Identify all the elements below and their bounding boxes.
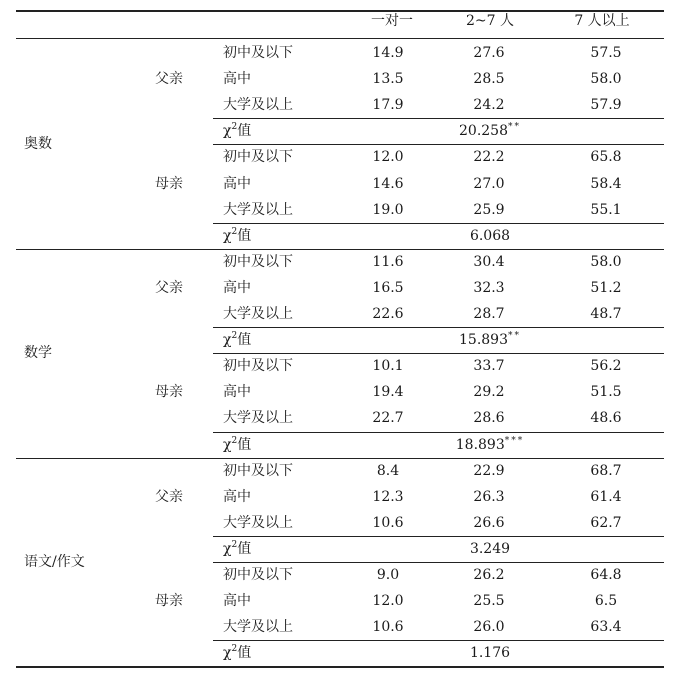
chi-superscript: 2 — [231, 539, 238, 550]
value-7-plus-people: 48.6 — [590, 410, 622, 427]
parent-label: 父亲 — [155, 71, 183, 88]
parent-label: 母亲 — [155, 593, 183, 610]
table-top-rule — [16, 10, 664, 12]
value-one-on-one: 8.4 — [376, 462, 400, 479]
value-2-7-people: 27.0 — [473, 175, 505, 192]
value-one-on-one: 14.9 — [372, 45, 404, 61]
chi-superscript: 2 — [231, 331, 238, 342]
chi-symbol: χ — [223, 436, 232, 453]
value-one-on-one: 13.5 — [372, 71, 404, 88]
value-one-on-one: 10.6 — [372, 619, 404, 636]
significance-stars: ** — [508, 122, 521, 133]
chi-superscript: 2 — [231, 226, 238, 237]
value-7-plus-people: 62.7 — [590, 514, 622, 531]
education-level-label: 高中 — [223, 488, 251, 505]
chi-square-value — [459, 122, 521, 140]
value-7-plus-people: 63.4 — [590, 619, 622, 636]
value-2-7-people: 24.2 — [473, 97, 505, 114]
value-2-7-people: 26.2 — [473, 567, 505, 583]
value-one-on-one: 22.6 — [372, 306, 404, 322]
chi-superscript: 2 — [231, 644, 238, 655]
education-level-label: 大学及以上 — [223, 514, 293, 531]
value-7-plus-people: 65.8 — [590, 149, 622, 166]
value-one-on-one: 22.7 — [372, 410, 404, 427]
parent-label: 父亲 — [155, 488, 183, 505]
value-7-plus-people: 57.9 — [590, 97, 622, 114]
value-7-plus-people: 64.8 — [590, 567, 622, 583]
education-level-label: 大学及以上 — [223, 619, 293, 636]
education-level-label: 初中及以下 — [223, 253, 293, 270]
value-one-on-one: 16.5 — [372, 279, 404, 296]
chi-symbol: χ — [223, 645, 232, 662]
group-rule — [213, 562, 664, 563]
value-7-plus-people: 56.2 — [590, 358, 622, 375]
chi-square-number: 20.258 — [459, 123, 508, 140]
chi-square-number: 15.893 — [459, 332, 508, 349]
value-2-7-people: 22.9 — [473, 462, 505, 479]
education-level-label: 高中 — [223, 279, 251, 296]
chi-row-rule — [213, 118, 664, 119]
chi-square-label — [223, 122, 251, 140]
chi-square-number: 18.893 — [455, 436, 505, 453]
value-2-7-people: 26.3 — [473, 488, 505, 505]
chi-row-rule — [213, 223, 664, 224]
value-one-on-one: 12.0 — [372, 149, 404, 166]
value-7-plus-people: 58.4 — [590, 175, 622, 192]
subject-label: 语文/作文 — [24, 554, 85, 570]
value-7-plus-people: 58.0 — [590, 253, 622, 270]
value-7-plus-people: 48.7 — [590, 306, 622, 322]
education-level-label: 初中及以下 — [223, 462, 293, 479]
table-bottom-rule — [16, 666, 664, 668]
value-2-7-people: 22.2 — [473, 149, 505, 166]
chi-square-label — [223, 227, 251, 245]
parent-label: 母亲 — [155, 384, 183, 401]
chi-suffix: 值 — [237, 123, 252, 140]
group-rule — [213, 144, 664, 145]
education-level-label: 大学及以上 — [223, 306, 293, 322]
chi-superscript: 2 — [231, 122, 238, 133]
subject-label: 数学 — [24, 345, 52, 362]
value-2-7-people: 30.4 — [473, 253, 505, 270]
chi-square-label — [223, 436, 251, 454]
chi-row-rule — [213, 432, 664, 433]
significance-stars: ** — [508, 331, 521, 342]
value-7-plus-people: 57.5 — [590, 45, 622, 61]
value-one-on-one: 12.3 — [372, 488, 404, 505]
education-level-label: 初中及以下 — [223, 358, 293, 375]
group-rule — [213, 353, 664, 354]
chi-symbol: χ — [223, 332, 232, 349]
chi-suffix: 值 — [237, 227, 252, 244]
chi-row-rule — [213, 640, 664, 641]
education-level-label: 初中及以下 — [223, 567, 293, 583]
value-one-on-one: 14.6 — [372, 175, 404, 192]
value-2-7-people: 28.6 — [473, 410, 505, 427]
education-level-label: 初中及以下 — [223, 45, 293, 61]
value-one-on-one: 10.1 — [372, 358, 404, 375]
parent-label: 母亲 — [155, 175, 183, 192]
education-level-label: 大学及以上 — [223, 97, 293, 114]
value-one-on-one: 19.4 — [372, 384, 404, 401]
chi-square-value — [470, 540, 510, 558]
value-7-plus-people: 61.4 — [590, 488, 622, 505]
chi-suffix: 值 — [237, 436, 252, 453]
value-one-on-one: 12.0 — [372, 593, 404, 610]
subject-rule — [16, 458, 664, 459]
value-2-7-people: 28.7 — [473, 306, 505, 322]
value-2-7-people: 26.0 — [473, 619, 505, 636]
value-2-7-people: 25.5 — [473, 593, 505, 610]
education-level-label: 高中 — [223, 593, 251, 610]
education-level-label: 大学及以上 — [223, 201, 293, 218]
chi-symbol: χ — [223, 540, 232, 557]
value-7-plus-people: 6.5 — [594, 593, 618, 610]
value-2-7-people: 32.3 — [473, 279, 505, 296]
value-2-7-people: 29.2 — [473, 384, 505, 401]
education-level-label: 高中 — [223, 71, 251, 88]
chi-square-value — [470, 644, 510, 662]
chi-square-value — [470, 227, 510, 245]
header-2-7-people: 2~7 人 — [466, 13, 514, 29]
chi-row-rule — [213, 327, 664, 328]
header-7-plus-people: 7 人以上 — [574, 13, 630, 29]
chi-suffix: 值 — [237, 645, 252, 662]
header-rule — [16, 38, 664, 39]
chi-square-label — [223, 331, 251, 349]
chi-superscript: 2 — [231, 435, 238, 446]
education-level-label: 初中及以下 — [223, 149, 293, 166]
chi-square-value — [456, 436, 525, 454]
value-2-7-people: 26.6 — [473, 514, 505, 531]
value-7-plus-people: 58.0 — [590, 71, 622, 88]
value-2-7-people: 33.7 — [473, 358, 505, 375]
value-one-on-one: 9.0 — [376, 567, 400, 583]
significance-stars: *** — [504, 435, 525, 446]
chi-symbol: χ — [223, 123, 232, 140]
chi-square-number: 6.068 — [469, 227, 511, 244]
value-7-plus-people: 68.7 — [590, 462, 622, 479]
subject-rule — [16, 249, 664, 250]
value-one-on-one: 11.6 — [372, 253, 404, 270]
value-one-on-one: 10.6 — [372, 514, 404, 531]
value-one-on-one: 17.9 — [372, 97, 404, 114]
value-2-7-people: 25.9 — [473, 201, 505, 218]
chi-row-rule — [213, 536, 664, 537]
chi-symbol: χ — [223, 227, 232, 244]
chi-square-number: 3.249 — [469, 540, 511, 557]
subject-label: 奥数 — [24, 136, 52, 153]
value-7-plus-people: 51.5 — [590, 384, 622, 401]
chi-suffix: 值 — [237, 540, 252, 557]
parent-label: 父亲 — [155, 279, 183, 296]
header-one-on-one: 一对一 — [371, 13, 413, 29]
value-2-7-people: 28.5 — [473, 71, 505, 88]
value-7-plus-people: 55.1 — [590, 201, 622, 218]
value-7-plus-people: 51.2 — [590, 279, 622, 296]
education-level-label: 高中 — [223, 175, 251, 192]
chi-square-label — [223, 540, 251, 558]
chi-square-number: 1.176 — [469, 645, 511, 662]
value-2-7-people: 27.6 — [473, 45, 505, 61]
chi-square-value — [459, 331, 521, 349]
education-level-label: 大学及以上 — [223, 410, 293, 427]
value-one-on-one: 19.0 — [372, 201, 404, 218]
chi-square-label — [223, 644, 251, 662]
chi-suffix: 值 — [237, 332, 252, 349]
education-level-label: 高中 — [223, 384, 251, 401]
